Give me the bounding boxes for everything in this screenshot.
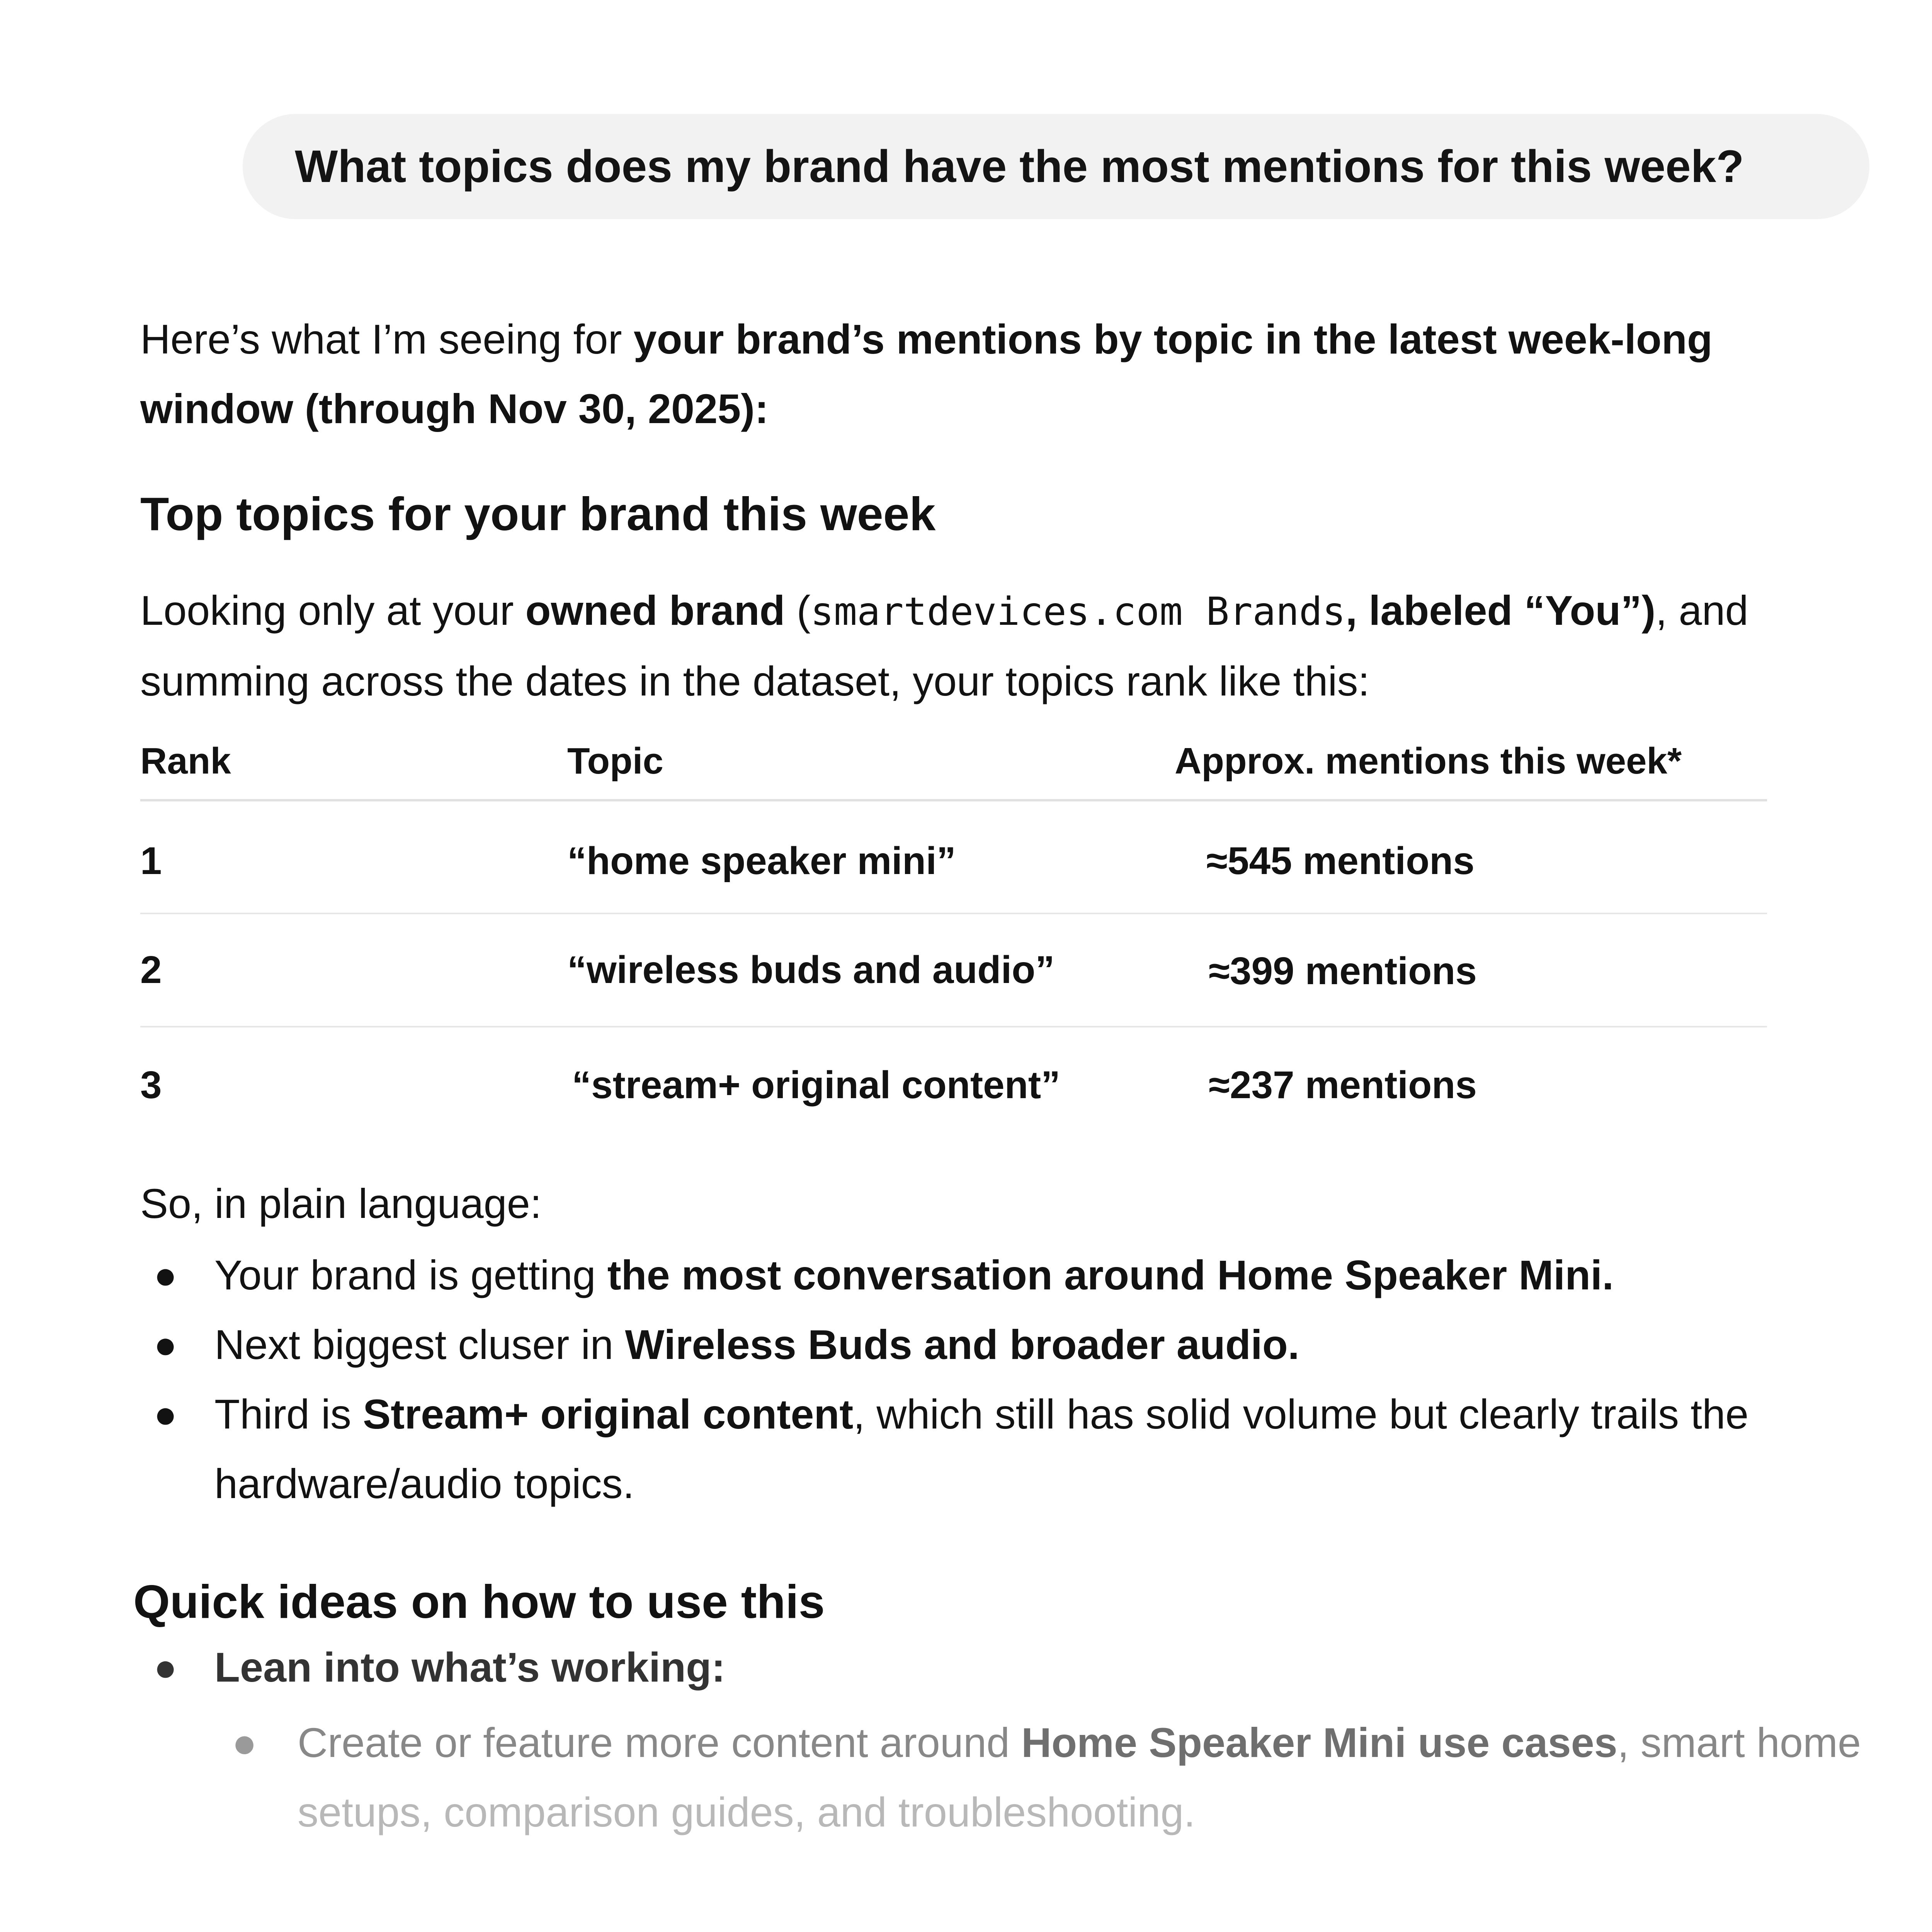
section-heading-top-topics: Top topics for your brand this week	[140, 488, 936, 540]
intro-bold-text: your brand’s mentions by topic in the latest week-long window (through Nov 30, 2025):	[140, 316, 1713, 432]
user-message-bubble	[243, 114, 1869, 219]
looking-text-3: , and summing across the dates in the dataset, your topics rank like this:	[140, 587, 1748, 704]
table-row-2-mentions: ≈399 mentions	[1209, 949, 1477, 993]
response-intro	[140, 304, 1802, 444]
table-row-2-topic: “wireless buds and audio”	[567, 948, 1055, 992]
brand-code-text: smartdevices.com Brands	[810, 589, 1346, 634]
bullet-dot-icon: ●	[154, 1646, 177, 1689]
owned-brand-text: owned brand	[525, 587, 785, 634]
bullet-tail-text: , which still has solid volume but clearly trails the hardware/audio topics.	[214, 1391, 1749, 1507]
intro-text: Here’s what I’m seeing for	[140, 316, 634, 362]
bullet-text: Your brand is getting	[214, 1252, 607, 1298]
looking-text-1: Looking only at your	[140, 587, 526, 634]
bullet-text: Third is	[214, 1391, 363, 1437]
table-row-1-mentions: ≈545 mentions	[1206, 839, 1475, 883]
looking-paragraph	[140, 576, 1840, 716]
table-header-divider	[140, 799, 1767, 801]
sub-bullet-bold-text: Home Speaker Mini use cases	[1021, 1719, 1617, 1766]
bullet-dot-icon: ●	[154, 1253, 177, 1297]
bullet-dot-icon: ●	[232, 1719, 257, 1766]
list-item	[140, 1310, 1799, 1379]
list-item	[140, 1379, 1799, 1519]
looking-text-2: (	[785, 587, 811, 634]
bullet-bold-text: Stream+ original content	[363, 1391, 854, 1437]
table-header-rank: Rank	[140, 740, 231, 782]
table-row-divider	[140, 913, 1767, 914]
bullet-bold-text: Wireless Buds and broader audio.	[625, 1321, 1299, 1368]
list-item	[140, 1633, 725, 1702]
sub-bullet-text: Create or feature more content around	[298, 1719, 1022, 1766]
table-row-1-topic: “home speaker mini”	[567, 839, 956, 883]
table-row-3-rank: 3	[140, 1063, 162, 1107]
table-header-topic: Topic	[567, 740, 663, 782]
table-row-1-rank: 1	[140, 839, 162, 883]
table-header-mentions: Approx. mentions this week*	[1175, 740, 1682, 782]
table-row-3-topic: “stream+ original content”	[572, 1063, 1061, 1107]
bullet-dot-icon: ●	[154, 1323, 177, 1366]
list-item	[140, 1240, 1799, 1310]
table-row-3-mentions: ≈237 mentions	[1209, 1063, 1477, 1107]
sub-bullet-faded-line: setups, comparison guides, and troubleshooting.	[298, 1789, 1196, 1835]
summary-bullet-list	[140, 1240, 1802, 1519]
labeled-you-text: , labeled “You”)	[1345, 587, 1656, 634]
user-message-text: What topics does my brand have the most mentions for this week?	[295, 141, 1744, 192]
table-row-divider	[140, 1026, 1767, 1027]
bullet-text: Next biggest cluser in	[214, 1321, 625, 1368]
lean-heading-text: Lean into what’s working:	[214, 1644, 726, 1690]
sub-list-item	[232, 1708, 1882, 1847]
sub-bullet-text-2: , smart home	[1617, 1719, 1861, 1766]
bullet-dot-icon: ●	[154, 1393, 177, 1436]
plain-language-lead: So, in plain language:	[140, 1180, 542, 1227]
section-heading-quick-ideas: Quick ideas on how to use this	[133, 1575, 825, 1628]
bullet-bold-text: the most conversation around Home Speaker Mini.	[607, 1252, 1614, 1298]
table-row-2-rank: 2	[140, 948, 162, 992]
